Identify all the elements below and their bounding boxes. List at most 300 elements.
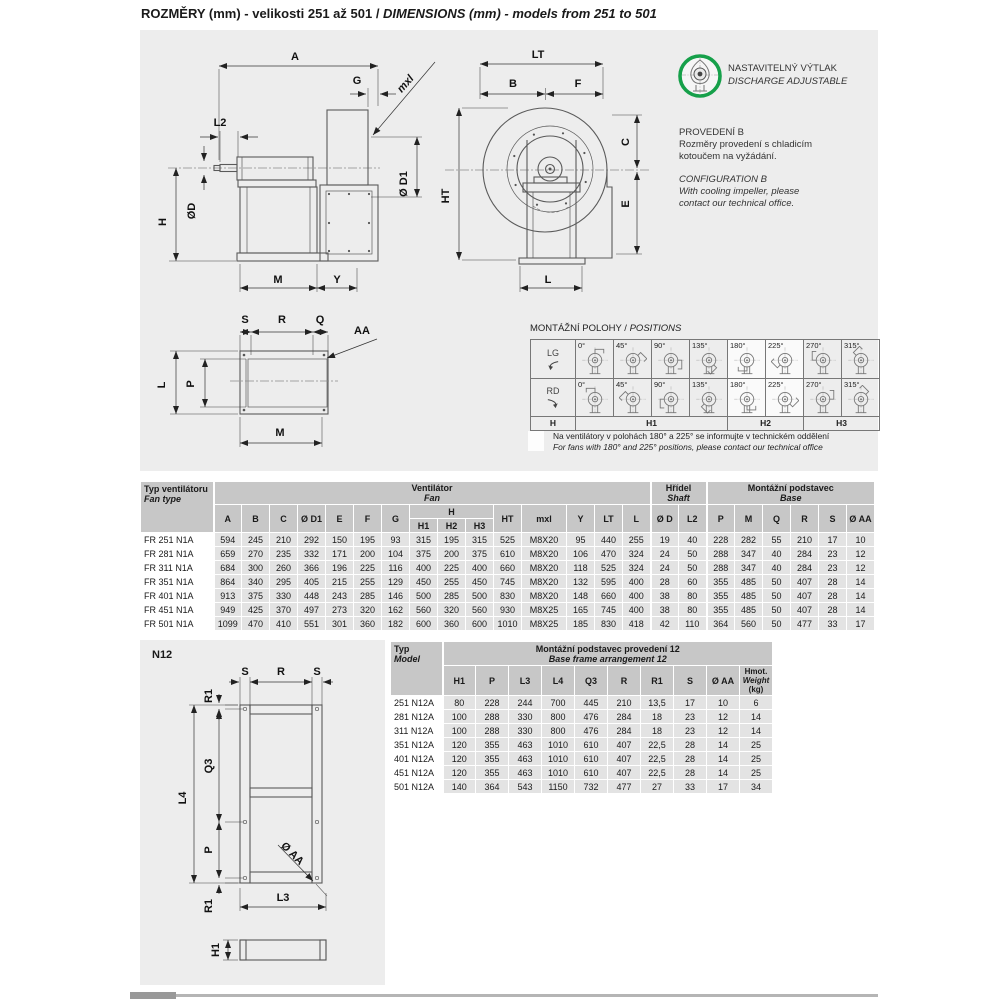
value-cell: 273	[326, 603, 354, 617]
col-header: Ø D1	[298, 505, 326, 533]
value-cell: 162	[382, 603, 410, 617]
page-title-en: DIMENSIONS (mm) - models from 251 to 501	[383, 6, 657, 21]
base-frame-table	[390, 641, 773, 794]
value-cell: 225	[438, 561, 466, 575]
n12-panel-label: N12	[152, 649, 173, 661]
positions-note-cz: Na ventilátory v polohách 180° a 225° se informujte v technickém oddělení	[553, 431, 830, 441]
value-cell: 551	[298, 617, 326, 631]
table-row	[141, 589, 875, 603]
dim-label-aa: AA	[354, 325, 370, 337]
position-angle-label: 90°	[654, 380, 666, 389]
value-cell: 185	[567, 617, 595, 631]
value-cell: 14	[740, 724, 773, 738]
value-cell: 195	[354, 533, 382, 547]
value-cell: 407	[608, 766, 641, 780]
value-cell: 330	[509, 710, 542, 724]
header-row	[141, 482, 875, 505]
weight-en: Weight	[742, 676, 770, 685]
value-cell: 347	[735, 561, 763, 575]
value-cell: 17	[847, 617, 875, 631]
col-header: Q	[763, 505, 791, 533]
value-cell: 288	[707, 547, 735, 561]
value-cell: 24	[651, 547, 679, 561]
fan-type-en: Fan type	[144, 494, 182, 504]
position-angle-label: 45°	[616, 380, 628, 389]
value-cell: 225	[354, 561, 382, 575]
model-cell: FR 251 N1A	[141, 533, 214, 547]
value-cell: 42	[651, 617, 679, 631]
position-cell	[575, 340, 613, 378]
col-header: A	[214, 505, 242, 533]
value-cell: 375	[242, 589, 270, 603]
position-cell	[613, 378, 651, 416]
value-cell: 410	[270, 617, 298, 631]
col-header: R1	[641, 666, 674, 696]
col-header: E	[326, 505, 354, 533]
dim-label-l3: L3	[276, 892, 290, 904]
col-header: Ø AA	[707, 666, 740, 696]
value-cell: 497	[298, 603, 326, 617]
value-cell: 610	[494, 547, 522, 561]
value-cell: 18	[641, 710, 674, 724]
value-cell: 355	[707, 603, 735, 617]
col-header: M	[735, 505, 763, 533]
dim-label-ht: HT	[440, 188, 452, 204]
fan-position-icon	[581, 385, 609, 416]
value-cell: 288	[707, 561, 735, 575]
col-header: P	[707, 505, 735, 533]
value-cell: M8X20	[522, 533, 567, 547]
value-cell: 284	[791, 547, 819, 561]
value-cell: 28	[819, 589, 847, 603]
value-cell: 40	[763, 561, 791, 575]
value-cell: 25	[740, 738, 773, 752]
value-cell: 28	[674, 766, 707, 780]
position-angle-label: 0°	[578, 341, 586, 350]
col-header: Y	[567, 505, 595, 533]
value-cell: 80	[679, 589, 707, 603]
value-cell: 285	[438, 589, 466, 603]
position-footer: H2	[727, 416, 803, 430]
value-cell: 171	[326, 547, 354, 561]
value-cell: 50	[763, 589, 791, 603]
dim-label-e: E	[620, 200, 632, 208]
value-cell: 320	[354, 603, 382, 617]
value-cell: 476	[575, 710, 608, 724]
value-cell: 129	[382, 575, 410, 589]
value-cell: 38	[651, 603, 679, 617]
value-cell: 182	[382, 617, 410, 631]
value-cell: 116	[382, 561, 410, 575]
value-cell: 150	[326, 533, 354, 547]
group-header	[651, 482, 707, 505]
value-cell: 255	[623, 533, 651, 547]
model-cell: 401 N12A	[391, 752, 443, 766]
positions-note-en: For fans with 180° and 225° positions, please contact our technical office	[553, 442, 823, 452]
dim-label-g: G	[352, 75, 362, 87]
value-cell: 448	[298, 589, 326, 603]
value-cell: 463	[509, 738, 542, 752]
page-title: ROZMĚRY (mm) - velikosti 251 až 501 / DIMENSIONS (mm) - models from 251 to 501	[141, 6, 657, 21]
rotation-direction-label: LG	[546, 347, 559, 358]
value-cell: 700	[542, 696, 575, 710]
value-cell: 463	[509, 766, 542, 780]
position-angle-label: 270°	[806, 380, 822, 389]
value-cell: 200	[354, 547, 382, 561]
position-cell	[765, 340, 803, 378]
value-cell: 14	[707, 738, 740, 752]
position-cell	[765, 378, 803, 416]
value-cell: 50	[763, 603, 791, 617]
dim-label-m: M	[275, 427, 285, 439]
value-cell: M8X25	[522, 617, 567, 631]
value-cell: 400	[410, 561, 438, 575]
config-en-line1: With cooling impeller, please	[679, 186, 800, 197]
value-cell: 930	[494, 603, 522, 617]
value-cell: 500	[410, 589, 438, 603]
value-cell: 28	[651, 575, 679, 589]
col-header: F	[354, 505, 382, 533]
table-row	[391, 766, 773, 780]
value-cell: M8X25	[522, 603, 567, 617]
value-cell: 347	[735, 547, 763, 561]
n12-base-frame-drawing	[150, 662, 380, 978]
position-cell	[841, 378, 879, 416]
position-angle-label: 225°	[768, 380, 784, 389]
value-cell: 34	[740, 780, 773, 794]
col-subheader: H2	[438, 519, 466, 533]
group-header	[214, 482, 651, 505]
value-cell: 14	[707, 752, 740, 766]
model-cell: FR 501 N1A	[141, 617, 214, 631]
value-cell: 120	[443, 752, 476, 766]
value-cell: 244	[509, 696, 542, 710]
value-cell: 93	[382, 533, 410, 547]
cw-arrow-icon	[544, 397, 562, 409]
value-cell: 95	[567, 533, 595, 547]
value-cell: 14	[740, 710, 773, 724]
value-cell: 210	[608, 696, 641, 710]
col-header: S	[819, 505, 847, 533]
col-header: G	[382, 505, 410, 533]
value-cell: 800	[542, 710, 575, 724]
value-cell: 301	[326, 617, 354, 631]
value-cell: M8X20	[522, 561, 567, 575]
rotation-direction-rd	[531, 378, 575, 416]
value-cell: M8X20	[522, 575, 567, 589]
value-cell: 1010	[494, 617, 522, 631]
value-cell: 22,5	[641, 738, 674, 752]
rotation-direction-lg	[531, 340, 575, 378]
value-cell: 320	[438, 603, 466, 617]
value-cell: 600	[410, 617, 438, 631]
col-header: L2	[679, 505, 707, 533]
group-header	[443, 642, 773, 666]
value-cell: 148	[567, 589, 595, 603]
fan-side-view-drawing	[150, 36, 465, 296]
value-cell: 13,5	[641, 696, 674, 710]
dim-label-s: S	[241, 314, 249, 326]
value-cell: 80	[679, 603, 707, 617]
value-cell: 610	[575, 738, 608, 752]
value-cell: 146	[382, 589, 410, 603]
model-cell: 281 N12A	[391, 710, 443, 724]
table-row	[141, 547, 875, 561]
dim-label-m: M	[273, 274, 283, 286]
value-cell: 140	[443, 780, 476, 794]
dim-label-l4: L4	[177, 791, 189, 805]
value-cell: 375	[410, 547, 438, 561]
value-cell: 830	[595, 617, 623, 631]
col-header: H1	[443, 666, 476, 696]
position-cell	[651, 340, 689, 378]
col-header: L4	[542, 666, 575, 696]
value-cell: 17	[819, 533, 847, 547]
value-cell: M8X20	[522, 589, 567, 603]
dim-label-p: P	[185, 380, 197, 388]
dim-label-r1b: R1	[203, 898, 215, 914]
model-type-header	[391, 642, 443, 696]
position-cell	[689, 340, 727, 378]
dim-label-a: A	[291, 51, 299, 63]
value-cell: 255	[438, 575, 466, 589]
weight-col-header	[740, 666, 773, 696]
value-cell: 340	[242, 575, 270, 589]
dim-label-q: Q	[315, 314, 325, 326]
value-cell: 118	[567, 561, 595, 575]
value-cell: 284	[791, 561, 819, 575]
value-cell: 25	[740, 752, 773, 766]
dim-label-y: Y	[333, 274, 341, 286]
value-cell: 949	[214, 603, 242, 617]
value-cell: 440	[595, 533, 623, 547]
model-cell: FR 311 N1A	[141, 561, 214, 575]
value-cell: 864	[214, 575, 242, 589]
value-cell: 315	[410, 533, 438, 547]
config-cz-title: PROVEDENÍ B	[679, 127, 744, 138]
value-cell: 405	[298, 575, 326, 589]
value-cell: 400	[466, 561, 494, 575]
value-cell: 800	[542, 724, 575, 738]
value-cell: 425	[242, 603, 270, 617]
model-cell: 351 N12A	[391, 738, 443, 752]
dim-label-r1a: R1	[203, 688, 215, 704]
group-en: Shaft	[667, 493, 690, 503]
value-cell: 332	[298, 547, 326, 561]
value-cell: 355	[707, 575, 735, 589]
value-cell: 400	[623, 603, 651, 617]
model-cell: 251 N12A	[391, 696, 443, 710]
value-cell: 400	[623, 575, 651, 589]
fan-position-icon	[847, 385, 875, 416]
value-cell: 22,5	[641, 752, 674, 766]
dim-label-h: H	[157, 218, 169, 226]
value-cell: 14	[707, 766, 740, 780]
dim-label-l: L	[544, 274, 552, 286]
position-angle-label: 0°	[578, 380, 586, 389]
value-cell: 215	[326, 575, 354, 589]
value-cell: 23	[819, 561, 847, 575]
configuration-note	[679, 127, 812, 221]
fan-position-icon	[733, 385, 761, 416]
value-cell: 485	[735, 589, 763, 603]
value-cell: 28	[819, 603, 847, 617]
value-cell: 14	[847, 603, 875, 617]
value-cell: 660	[494, 561, 522, 575]
weight-unit: (kg)	[748, 685, 764, 694]
value-cell: 50	[763, 575, 791, 589]
value-cell: 659	[214, 547, 242, 561]
value-cell: 200	[438, 547, 466, 561]
value-cell: 28	[819, 575, 847, 589]
value-cell: 366	[298, 561, 326, 575]
value-cell: 913	[214, 589, 242, 603]
value-cell: 12	[707, 724, 740, 738]
value-cell: 38	[651, 589, 679, 603]
position-cell	[727, 378, 765, 416]
value-cell: 295	[270, 575, 298, 589]
dim-label-r: R	[278, 314, 286, 326]
base-top-view-drawing	[150, 303, 420, 465]
value-cell: 315	[466, 533, 494, 547]
value-cell: 525	[595, 561, 623, 575]
group-header	[707, 482, 875, 505]
group-en: Base	[779, 493, 802, 503]
fan-position-icon	[809, 346, 837, 377]
value-cell: 745	[494, 575, 522, 589]
value-cell: 445	[575, 696, 608, 710]
value-cell: 1010	[542, 752, 575, 766]
badge-line-cz: NASTAVITELNÝ VÝTLAK	[728, 63, 837, 74]
position-angle-label: 315°	[844, 380, 860, 389]
value-cell: 560	[410, 603, 438, 617]
value-cell: 40	[763, 547, 791, 561]
model-cell: 451 N12A	[391, 766, 443, 780]
table-row	[141, 561, 875, 575]
value-cell: 610	[575, 766, 608, 780]
dim-label-od: ØD	[186, 202, 198, 220]
value-cell: 27	[641, 780, 674, 794]
value-cell: 355	[476, 766, 509, 780]
fan-position-icon	[847, 346, 875, 377]
value-cell: 120	[443, 738, 476, 752]
value-cell: 285	[354, 589, 382, 603]
model-type-cz: Typ	[394, 644, 410, 654]
value-cell: 25	[740, 766, 773, 780]
value-cell: 235	[270, 547, 298, 561]
fan-position-icon	[657, 385, 685, 416]
value-cell: 476	[575, 724, 608, 738]
value-cell: 50	[763, 617, 791, 631]
value-cell: 1010	[542, 738, 575, 752]
model-type-en: Model	[394, 654, 420, 664]
value-cell: 355	[476, 752, 509, 766]
fan-position-icon	[657, 346, 685, 377]
dim-label-b: B	[509, 78, 517, 90]
value-cell: 370	[270, 603, 298, 617]
value-cell: 560	[735, 617, 763, 631]
fan-position-icon	[581, 346, 609, 377]
value-cell: 243	[326, 589, 354, 603]
value-cell: 228	[707, 533, 735, 547]
table-row	[141, 575, 875, 589]
discharge-adjustable-icon	[676, 52, 724, 100]
rotation-direction-label: RD	[546, 386, 560, 396]
position-cell	[841, 340, 879, 378]
badge-line-en: DISCHARGE ADJUSTABLE	[728, 76, 848, 87]
value-cell: 407	[791, 575, 819, 589]
config-en-line2: contact our technical office.	[679, 198, 795, 209]
table-row	[391, 738, 773, 752]
value-cell: 165	[567, 603, 595, 617]
position-angle-label: 315°	[844, 341, 860, 350]
value-cell: 195	[438, 533, 466, 547]
position-angle-label: 180°	[730, 380, 746, 389]
col-header: B	[242, 505, 270, 533]
col-subheader: H1	[410, 519, 438, 533]
value-cell: 375	[466, 547, 494, 561]
fan-front-view-drawing	[430, 36, 685, 298]
value-cell: 6	[740, 696, 773, 710]
value-cell: 543	[509, 780, 542, 794]
col-header: L3	[509, 666, 542, 696]
value-cell: 525	[494, 533, 522, 547]
table-row	[391, 724, 773, 738]
group-cz: Montážní podstavec	[747, 483, 834, 493]
value-cell: 1150	[542, 780, 575, 794]
position-footer: H	[531, 416, 575, 430]
value-cell: M8X20	[522, 547, 567, 561]
header-row	[141, 505, 875, 519]
value-cell: 22,5	[641, 766, 674, 780]
table-row	[391, 780, 773, 794]
value-cell: 255	[354, 575, 382, 589]
value-cell: 660	[595, 589, 623, 603]
value-cell: 288	[476, 710, 509, 724]
value-cell: 110	[679, 617, 707, 631]
dim-label-s2: S	[313, 666, 321, 678]
value-cell: 284	[608, 724, 641, 738]
dim-label-f: F	[574, 78, 582, 90]
model-cell: FR 351 N1A	[141, 575, 214, 589]
group-cz: Montážní podstavec provedení 12	[535, 643, 680, 654]
value-cell: 407	[608, 752, 641, 766]
fan-type-cz: Typ ventilátoru	[144, 484, 208, 494]
value-cell: 360	[438, 617, 466, 631]
position-footer: H1	[575, 416, 727, 430]
value-cell: 360	[354, 617, 382, 631]
col-header: R	[791, 505, 819, 533]
position-angle-label: 45°	[616, 341, 628, 350]
group-en: Base frame arrangement 12	[548, 653, 667, 664]
position-cell	[651, 378, 689, 416]
group-en: Fan	[423, 493, 440, 503]
value-cell: 330	[509, 724, 542, 738]
highlight-legend-swatch	[528, 431, 544, 451]
position-angle-label: 135°	[692, 341, 708, 350]
fan-position-icon	[695, 346, 723, 377]
value-cell: 12	[847, 547, 875, 561]
value-cell: 830	[494, 589, 522, 603]
value-cell: 477	[791, 617, 819, 631]
fan-dimensions-table	[140, 481, 875, 631]
model-cell: FR 401 N1A	[141, 589, 214, 603]
value-cell: 14	[847, 575, 875, 589]
dim-label-mxl: mxl	[394, 72, 417, 96]
value-cell: 23	[674, 724, 707, 738]
fan-position-icon	[619, 385, 647, 416]
value-cell: 14	[847, 589, 875, 603]
